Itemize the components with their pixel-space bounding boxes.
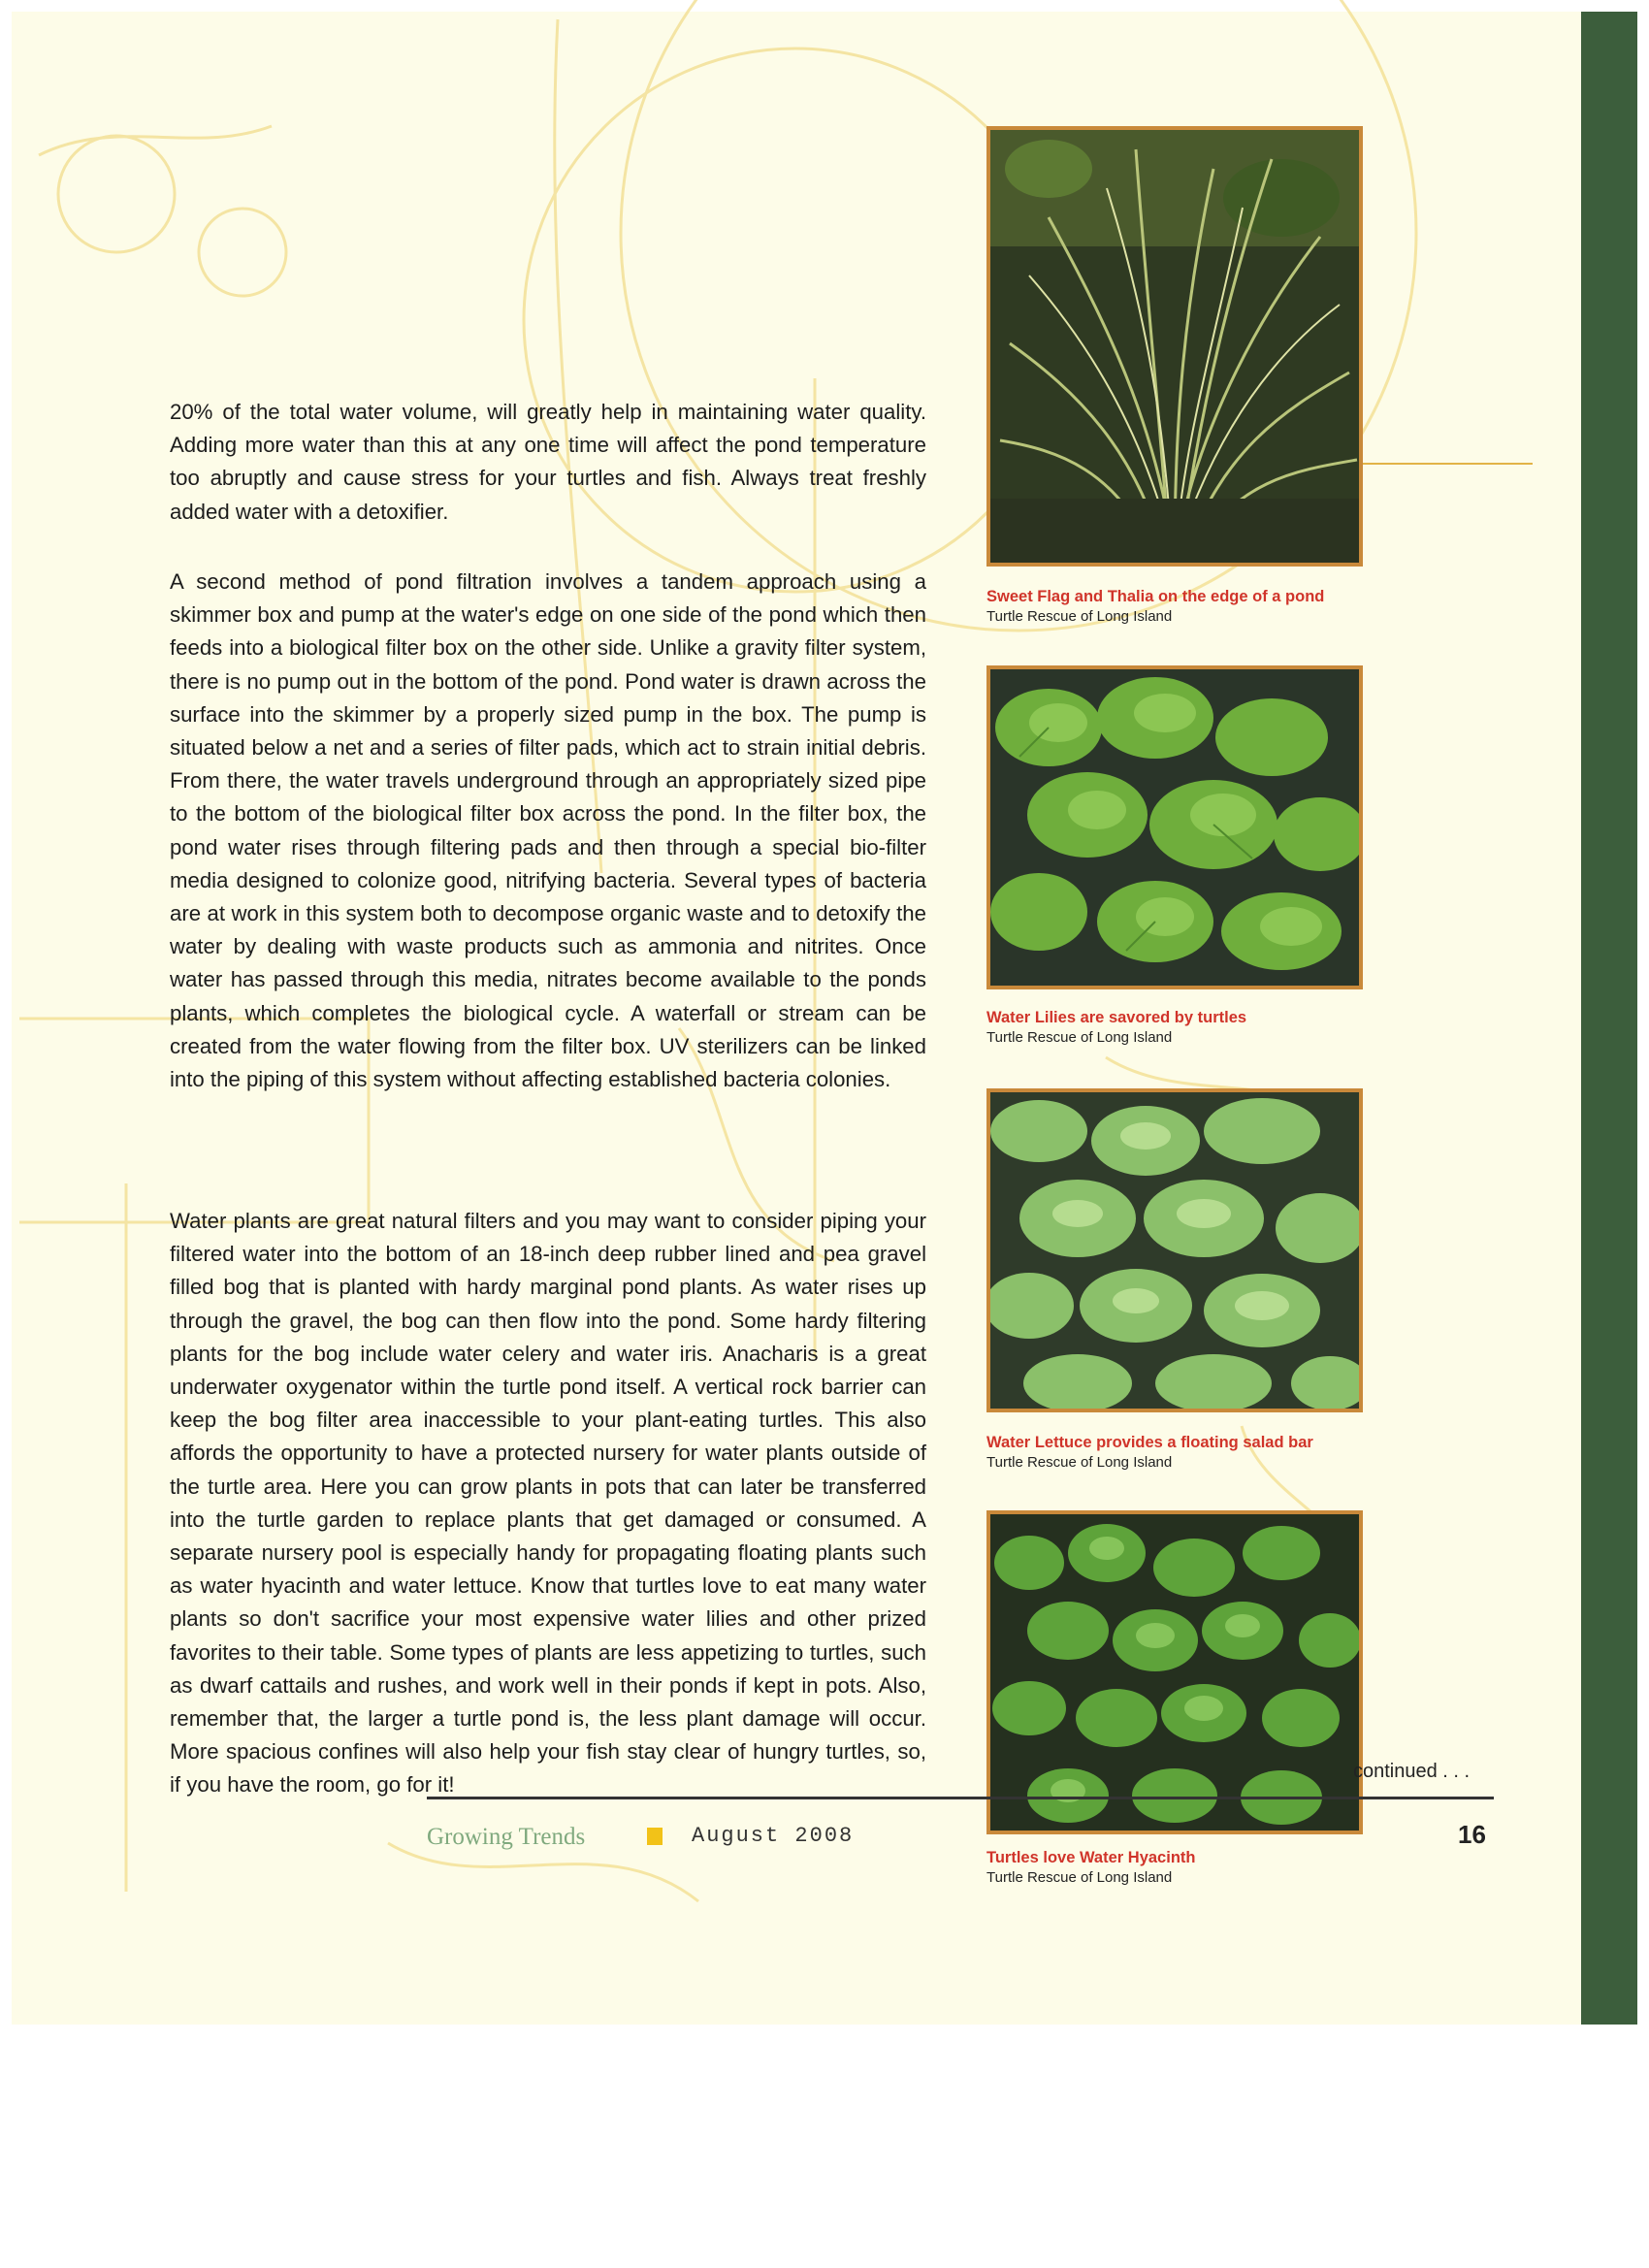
logo-square-icon [647, 1828, 663, 1845]
issue-date: August 2008 [692, 1824, 855, 1848]
lettuce-photo-icon [990, 1092, 1359, 1409]
photo-caption-3: Water Lettuce provides a floating salad bar [986, 1434, 1313, 1451]
photo-water-lilies [986, 665, 1363, 989]
photo-credit-4: Turtle Rescue of Long Island [986, 1869, 1173, 1886]
publication-name: Growing Trends [427, 1824, 586, 1850]
photo-credit-3: Turtle Rescue of Long Island [986, 1454, 1173, 1471]
page-edge-bar [1581, 12, 1637, 2025]
body-paragraph-3: Water plants are great natural filters and you may want to consider piping your filtered water into the bottom of an 18-inch deep rubber lined and pea gravel filled bog that is planted with hardy marginal pond plants. As water rises up through the gravel, the bog can then flow into the pond. Some hardy filtering plants for the bog include water celery and water iris. Anacharis is a great underwater oxygenator within the turtle pond itself. A vertical rock barrier can keep the bog filter area inaccessible to your plant-eating turtles. This also affords the opportunity to have a protected nursery for water plants outside of the turtle area. Here you can grow plants in pots that can later be transferred into the turtle garden to replace plants that get damaged or consumed. A separate nursery pool is especially handy for propagating floating plants such as water hyacinth and water lettuce. Know that turtles love to eat many water plants so don't sacrifice your most expensive water lilies and other prized favorites to their table. Some types of plants are less appetizing to turtles, such as dwarf cattails and rushes, and work well in their ponds if kept in pots. Also, remember that, the larger a turtle pond is, the less plant damage will occur. More spacious confines will also help your fish stay clear of hungry turtles, so, if you have the room, go for it! [170, 1209, 926, 1798]
lily-photo-icon [990, 669, 1359, 986]
page-number: 16 [1458, 1820, 1486, 1849]
footer-rule [427, 1797, 1494, 1799]
grass-photo-icon [990, 130, 1359, 563]
photo-credit-1: Turtle Rescue of Long Island [986, 608, 1173, 625]
photo-water-lettuce [986, 1088, 1363, 1412]
photo-water-hyacinth [986, 1510, 1363, 1834]
photo-caption-2: Water Lilies are savored by turtles [986, 1009, 1247, 1026]
photo-credit-2: Turtle Rescue of Long Island [986, 1029, 1173, 1046]
body-paragraph-2: A second method of pond filtration involves a tandem approach using a skimmer box and pump at the water's edge on one side of the pond which then feeds into a biological filter box on the other side. Unlike a gravity filter system, there is no pump out in the bottom of the pond. Pond water is drawn across the surface into the skimmer by a properly sized pump in the box. The pump is situated below a net and a series of filter pads, which act to strain initial debris. From there, the water travels underground through an appropriately sized pipe to the bottom of the biological filter box across the pond. In the filter box, the pond water rises through filtering pads and then through a special bio-filter media designed to colonize good, nitrifying bacteria. Several types of bacteria are at work in this system both to decompose organic waste and to detoxify the water by dealing with waste products such as ammonia and nitrites. Once water has passed through this media, nitrates become available to the ponds plants, which completes the biological cycle. A waterfall or stream can be created from the water flowing from the filter box. UV sterilizers can be linked into the piping of this system without affecting established bacteria colonies. [170, 569, 926, 1092]
photo-caption-1: Sweet Flag and Thalia on the edge of a pond [986, 588, 1325, 605]
photo-caption-4: Turtles love Water Hyacinth [986, 1849, 1196, 1866]
hyacinth-photo-icon [990, 1514, 1359, 1831]
photo-sweet-flag [986, 126, 1363, 567]
body-paragraph-1: 20% of the total water volume, will greatly help in maintaining water quality. Adding more water than this at any one time will affect the pond temperature too abruptly and cause stress for your turtles and fish. Always treat freshly added water with a detoxifier. [170, 400, 926, 524]
continued-note: continued . . . [1353, 1761, 1471, 1782]
